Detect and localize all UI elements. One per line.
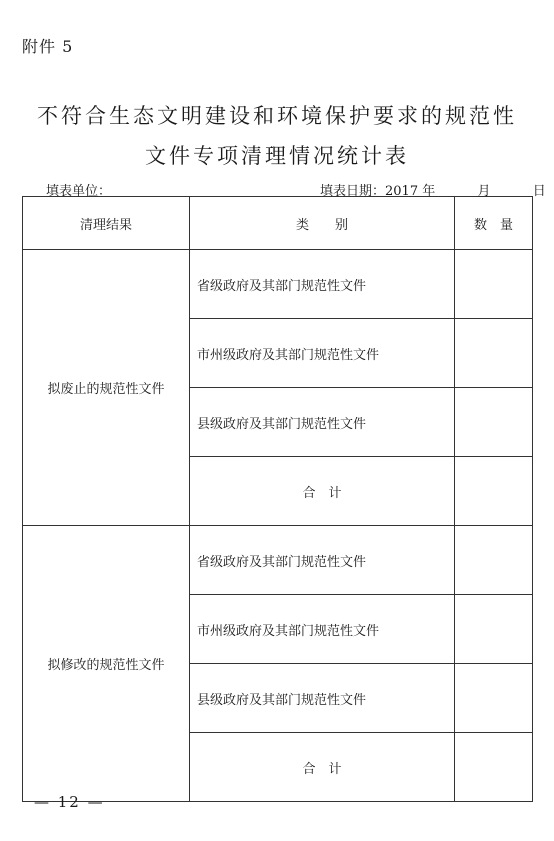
document-title-line-1: 不符合生态文明建设和环境保护要求的规范性 [37, 104, 517, 128]
page-number: — 12 — [34, 793, 105, 811]
category-cell: 县级政府及其部门规范性文件 [190, 664, 455, 733]
header-quantity: 数 量 [455, 197, 533, 250]
document-title-line-2: 文件专项清理情况统计表 [145, 144, 409, 168]
header-cleanup-result: 清理结果 [23, 197, 190, 250]
table-row [23, 526, 533, 595]
fill-date-month-label: 月 [477, 184, 491, 199]
quantity-total-cell[interactable] [455, 733, 533, 802]
quantity-cell[interactable] [455, 250, 533, 319]
category-cell: 县级政府及其部门规范性文件 [190, 388, 455, 457]
category-cell: 省级政府及其部门规范性文件 [190, 526, 455, 595]
category-cell: 市州级政府及其部门规范性文件 [190, 595, 455, 664]
group-label-revise: 拟修改的规范性文件 [23, 526, 190, 802]
header-category: 类 别 [190, 197, 455, 250]
quantity-cell[interactable] [455, 388, 533, 457]
quantity-total-cell[interactable] [455, 457, 533, 526]
total-label: 合 计 [190, 733, 455, 802]
group-label-abolish: 拟废止的规范性文件 [23, 250, 190, 526]
quantity-cell[interactable] [455, 595, 533, 664]
quantity-cell[interactable] [455, 319, 533, 388]
attachment-label: 附件 5 [22, 37, 74, 56]
table-header-row [23, 197, 533, 250]
quantity-cell[interactable] [455, 526, 533, 595]
fill-date-day-label: 日 [532, 184, 546, 199]
quantity-cell[interactable] [455, 664, 533, 733]
fill-date-year-label: 填表日期：2017 年 [320, 184, 436, 199]
total-label: 合 计 [190, 457, 455, 526]
category-cell: 省级政府及其部门规范性文件 [190, 250, 455, 319]
table-row [23, 250, 533, 319]
fill-unit-label: 填表单位： [46, 184, 112, 199]
category-cell: 市州级政府及其部门规范性文件 [190, 319, 455, 388]
statistics-table [22, 196, 533, 802]
